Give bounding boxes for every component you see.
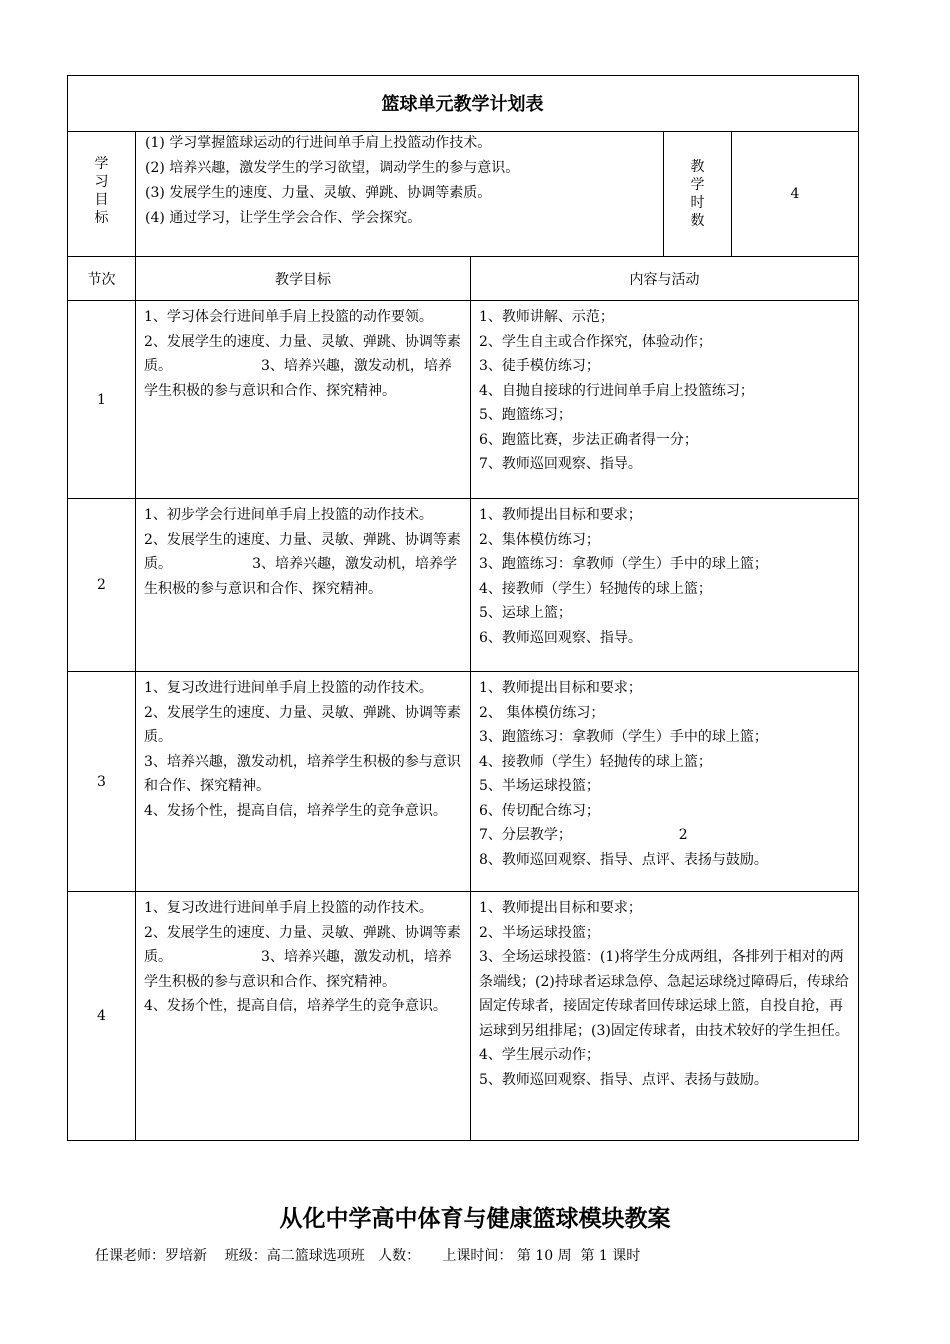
hours-label: 教 学 时 数: [690, 159, 705, 229]
content-cell: 1、教师提出目标和要求； 2、半场运球投篮； 3、全场运球投篮：(1)将学生分成两组，各排列于相对的两条端线；(2)持球者运球急停、急起运球绕过障碍后，传球给固定传球者，接固定传球者回传球运球上篮，自投自抢，再运球到另组排尾；(3)固定传球者，由技术较好的学生担任。 4、学生展示动作； 5、教师巡回观察、指导、点评、表扬与鼓励。: [479, 900, 849, 1088]
header-content: 内容与活动: [629, 271, 700, 288]
goals-label: 学 习 目 标: [94, 156, 109, 226]
objectives-cell: 1、复习改进行进间单手肩上投篮的动作技术。 2、发展学生的速度、力量、灵敏、弹跳、协调等素质。 3、培养兴趣，激发动机，培养学生积极的参与意识和合作、探究精神。 4、发扬个性，提高自信，培养学生的竞争意识。: [144, 680, 461, 819]
table-title: 篮球单元教学计划表: [381, 94, 544, 115]
table-border-right: [858, 75, 859, 1141]
goals-list: [145, 131, 660, 231]
session-number: 3: [97, 773, 106, 790]
header-objectives: 教学目标: [275, 271, 331, 288]
content-cell: 1、教师讲解、示范； 2、学生自主或合作探究，体验动作； 3、徒手模仿练习； 4、自抛自接球的行进间单手肩上投篮练习； 5、跑篮练习； 6、跑篮比赛，步法正确者得一分； 7、教师巡回观察、指导。: [479, 309, 754, 472]
session-number: 2: [97, 577, 106, 593]
hours-value: 4: [790, 185, 800, 202]
objectives-cell: 1、复习改进行进间单手肩上投篮的动作技术。 2、发展学生的速度、力量、灵敏、弹跳、协调等素质。 3、培养兴趣，激发动机，培养学生积极的参与意识和合作、探究精神。 4、发扬个性，提高自信，培养学生的竞争意识。: [144, 900, 461, 1014]
goal-item: (3) 发展学生的速度、力量、灵敏、弹跳、协调等素质。: [145, 185, 492, 201]
objectives-cell: 1、初步学会行进间单手肩上投篮的动作技术。 2、发展学生的速度、力量、灵敏、弹跳、协调等素质。 3、培养兴趣，激发动机，培养学生积极的参与意识和合作、探究精神。: [144, 507, 461, 597]
content-cell: 1、教师提出目标和要求； 2、 集体模仿练习； 3、跑篮练习：拿教师（学生）手中的球上篮； 4、接教师（学生）轻抛传的球上篮； 5、半场运球投篮； 6、传切配合练习； 7、分层教学； 2 8、教师巡回观察、指导、点评、表扬与鼓励。: [479, 680, 768, 868]
objectives-cell: 1、学习体会行进间单手肩上投篮的动作要领。 2、发展学生的速度、力量、灵敏、弹跳、协调等素质。 3、培养兴趣，激发动机，培养学生积极的参与意识和合作、探究精神。: [144, 309, 461, 399]
table-border-bottom: [67, 1140, 859, 1141]
document-title: 从化中学高中体育与健康篮球模块教案: [279, 1206, 671, 1232]
goal-item: (2) 培养兴趣，激发学生的学习欲望，调动学生的参与意识。: [145, 160, 520, 176]
session-number: 1: [97, 391, 106, 408]
goal-item: (4) 通过学习，让学生学会合作、学会探究。: [145, 210, 422, 226]
session-number: 4: [97, 1008, 106, 1024]
goal-item: (1) 学习掌握篮球运动的行进间单手肩上投篮动作技术。: [145, 135, 492, 151]
content-cell: 1、教师提出目标和要求； 2、集体模仿练习； 3、跑篮练习：拿教师（学生）手中的球上篮； 4、接教师（学生）轻抛传的球上篮； 5、运球上篮； 6、教师巡回观察、指导。: [479, 507, 768, 646]
class-info-line: 任课老师：罗培新 班级：高二篮球选项班 人数： 上课时间： 第 10 周 第 1 课时: [95, 1248, 641, 1264]
header-session: 节次: [87, 271, 116, 288]
